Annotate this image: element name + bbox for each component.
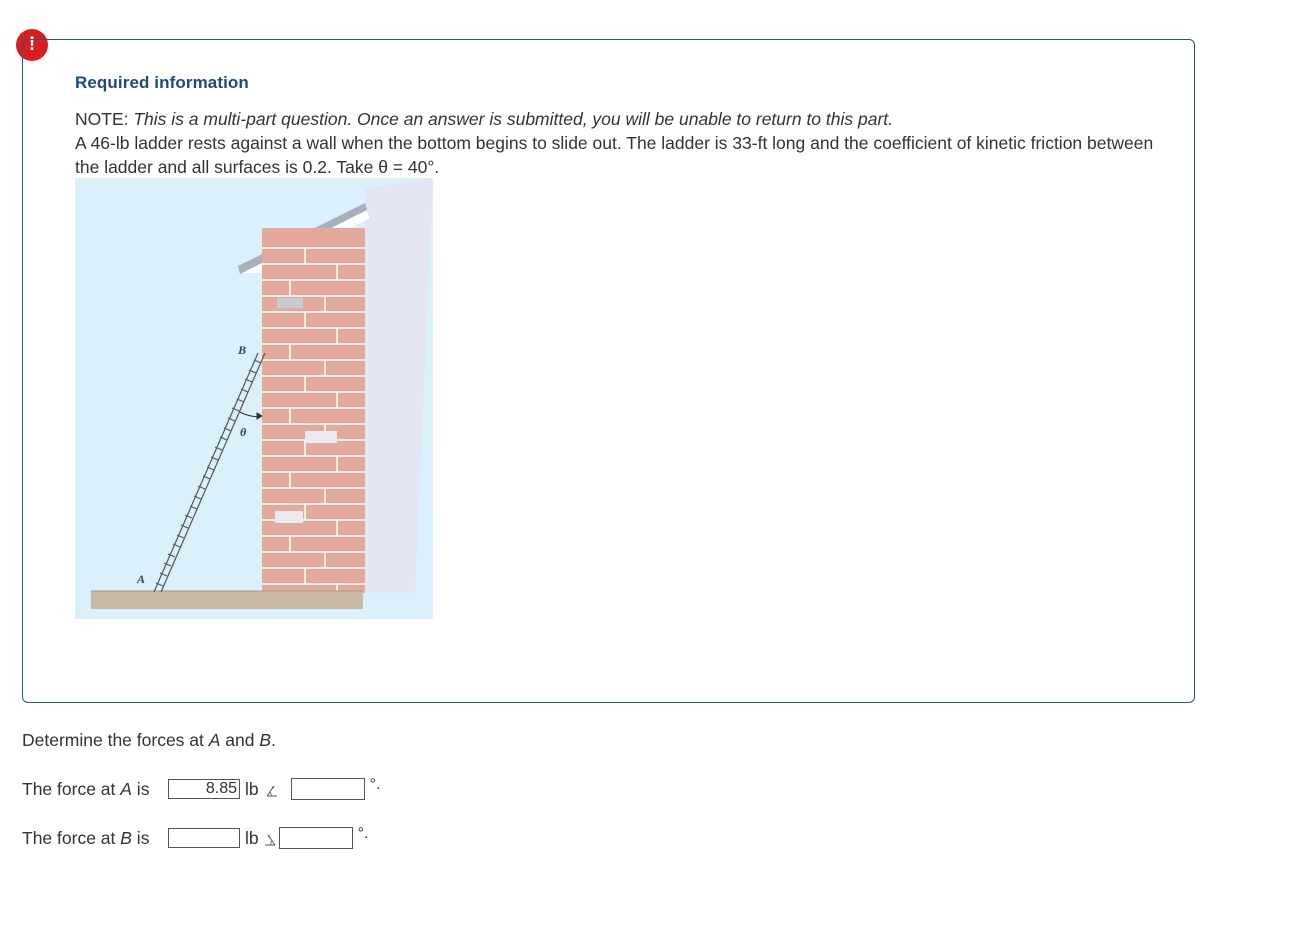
angle-up-left-icon [263,831,277,845]
force-a-magnitude-input[interactable] [168,779,240,799]
force-a-degree: °. [369,776,381,793]
info-heading: Required information [75,73,249,92]
label-theta: θ [240,425,247,439]
note-body: This is a multi-part question. Once an answer is submitted, you will be unable to return to this part. [133,109,894,129]
angle-up-right-icon [265,782,279,796]
force-b-label: The force at B is [22,827,150,848]
label-b: B [238,343,247,357]
answer-row-a [22,776,380,802]
force-a-unit: lb [245,778,259,799]
note-prefix: NOTE: [75,109,134,129]
force-a-angle-input[interactable] [291,778,365,800]
label-a: A [137,572,146,586]
ground [91,591,363,609]
force-b-unit: lb [245,827,259,848]
brick-wall [262,228,365,593]
ladder-figure [75,178,433,619]
question-text: Determine the forces at A and B. [22,730,276,750]
alert-icon: ! [16,29,48,61]
force-b-magnitude-input[interactable] [168,828,240,848]
answer-row-b [22,825,368,851]
info-text [75,107,1155,179]
force-b-degree: °. [357,825,369,842]
force-b-angle-input[interactable] [279,827,353,849]
note-line [75,107,1155,131]
force-a-label: The force at A is [22,778,150,799]
problem-statement: A 46-lb ladder rests against a wall when the bottom begins to slide out. The ladder is 33-ft long and the coefficient of kinetic friction between the ladder and all surfaces is 0.2. Take θ = 40°. [75,133,1154,177]
